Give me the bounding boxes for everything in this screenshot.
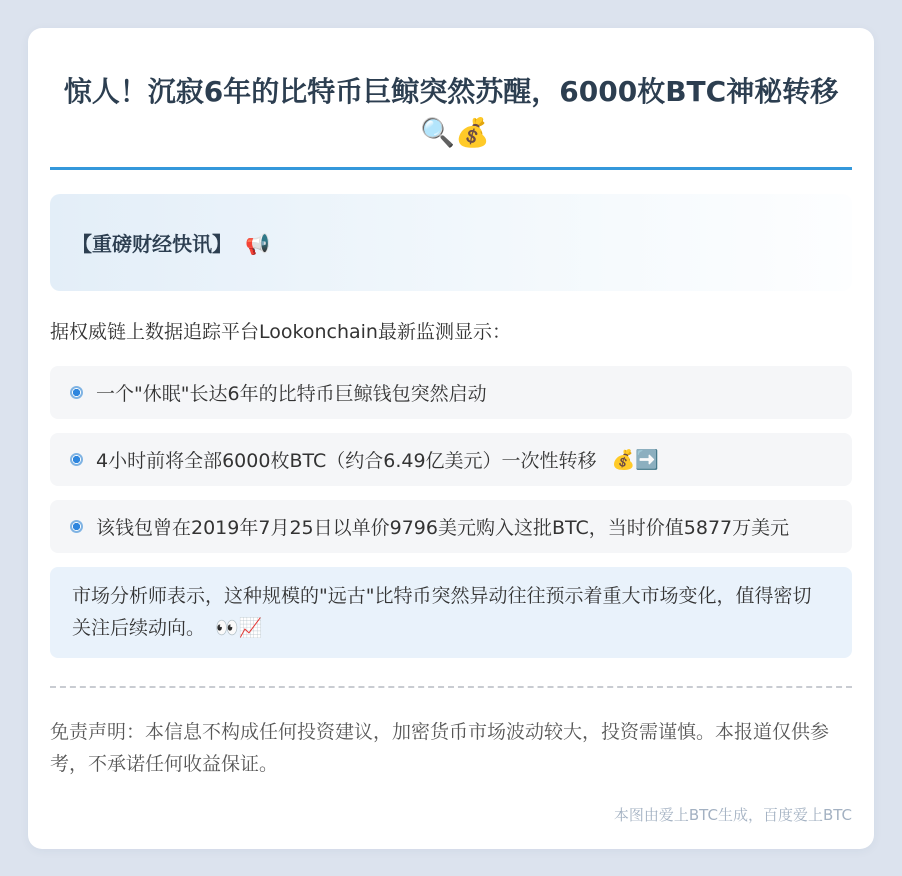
list-item <box>50 433 852 486</box>
list-item-text: 4小时前将全部6000枚BTC（约合6.49亿美元）一次性转移 <box>96 450 597 473</box>
eyes-chart-emoji: 👀📈 <box>215 616 263 639</box>
radio-bullet-icon <box>70 453 83 466</box>
flash-banner <box>50 194 852 291</box>
attribution-footer: 本图由爱上BTC生成，百度爱上BTC <box>613 806 852 825</box>
radio-bullet-icon <box>70 520 83 533</box>
radio-bullet-icon <box>70 386 83 399</box>
page-title-text: 惊人！沉寂6年的比特币巨鲸突然苏醒，6000枚BTC神秘转移 <box>63 75 839 108</box>
intro-text: 据权威链上数据追踪平台Lookonchain最新监测显示： <box>50 321 511 344</box>
list-item-text: 一个"休眠"长达6年的比特币巨鲸钱包突然启动 <box>96 383 487 406</box>
list-item <box>50 500 852 553</box>
flash-banner-label: 【重磅财经快讯】 <box>72 232 232 257</box>
dashed-divider <box>50 686 852 688</box>
analyst-note-text: 市场分析师表示，这种规模的"远古"比特币突然异动往往预示着重大市场变化，值得密切关注后续动向。 <box>72 585 812 639</box>
page-title <box>50 72 852 170</box>
list-item <box>50 366 852 419</box>
news-card <box>28 28 874 849</box>
list-item-text: 该钱包曾在2019年7月25日以单价9796美元购入这批BTC，当时价值5877万美元 <box>96 517 790 540</box>
magnifier-moneybag-emoji: 🔍💰 <box>420 115 490 149</box>
disclaimer-text: 免责声明：本信息不构成任何投资建议，加密货币市场波动较大，投资需谨慎。本报道仅供参考，不承诺任何收益保证。 <box>50 720 830 776</box>
analyst-note <box>50 567 852 658</box>
moneybag-arrow-emoji: 💰➡️ <box>611 449 659 472</box>
megaphone-icon: 📢 <box>244 232 270 257</box>
